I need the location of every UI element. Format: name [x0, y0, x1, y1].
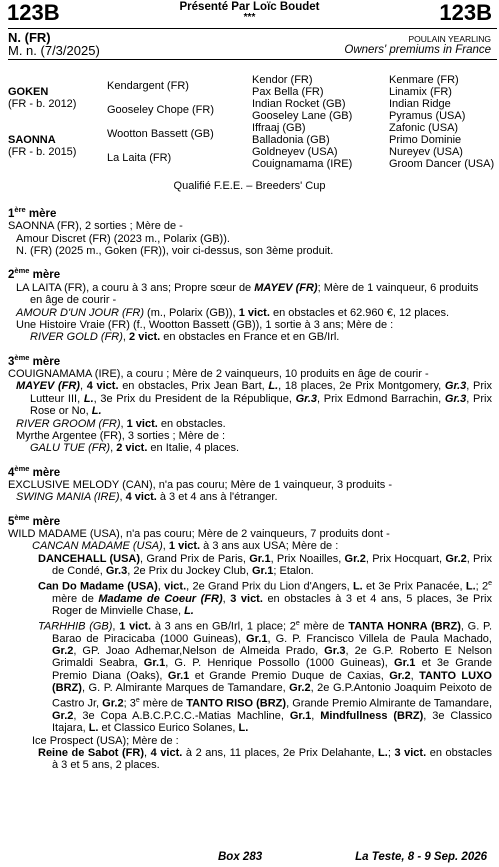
- produce-line: CANCAN MADAME (USA), 1 vict. à 3 ans aux USA; Mère de :: [32, 540, 339, 553]
- produce-line: SWING MANIA (IRE), 4 vict. à 3 et 4 ans à l'étranger.: [16, 491, 278, 504]
- pedigree-gen3: Pax Bella (FR): [252, 86, 324, 98]
- sale-location-date: La Teste, 8 - 9 Sep. 2026: [355, 851, 487, 863]
- pedigree-gen3: Kendor (FR): [252, 74, 313, 86]
- lot-number-left: 123B: [7, 0, 60, 25]
- produce-line: Can Do Madame (USA), vict., 2e Grand Prix du Lion d'Angers, L. et 3e Prix Panacée, L.; 2e mère de Madame de Coeur (FR), 3 vict. en obstacles à 3 et 4 ans, 5 places, 3e Prix Roger de Minvielle Chase, L.: [38, 579, 492, 618]
- horse-sex-birth: M. n. (7/3/2025): [8, 43, 100, 58]
- pedigree-gen3: Goldneyev (USA): [252, 146, 338, 158]
- pedigree-gen3: Balladonia (GB): [252, 134, 330, 146]
- produce-line: N. (FR) (2025 m., Goken (FR)), voir ci-dessus, son 3ème produit.: [16, 245, 334, 258]
- pedigree-gen2: Kendargent (FR): [107, 80, 189, 92]
- dam-info: (FR - b. 2015): [8, 146, 77, 158]
- sire-name: GOKEN: [8, 86, 49, 98]
- pedigree-gen3: Indian Rocket (GB): [252, 98, 346, 110]
- second-dam-paragraph: LA LAITA (FR), a couru à 3 ans; Propre sœur de MAYEV (FR); Mère de 1 vainqueur, 6 produits en âge de courir -: [16, 281, 479, 307]
- lot-number-right: 123B: [439, 0, 492, 25]
- presenter-stars: ***: [243, 12, 256, 23]
- produce-line: RIVER GROOM (FR), 1 vict. en obstacles.: [16, 417, 226, 430]
- produce-line: Ice Prospect (USA); Mère de :: [32, 734, 179, 747]
- pedigree-gen4: Nureyev (USA): [389, 146, 463, 158]
- pedigree-gen3: Gooseley Lane (GB): [252, 110, 353, 122]
- header-rule-top: [8, 28, 497, 29]
- third-dam-paragraph: COUIGNAMAMA (IRE), a couru ; Mère de 2 vainqueurs, 10 produits en âge de courir -: [8, 367, 429, 380]
- produce-line: Une Histoire Vraie (FR) (f., Wootton Bassett (GB)), 1 sortie à 3 ans; Mère de :: [16, 318, 394, 331]
- pedigree-gen2: Wootton Bassett (GB): [107, 128, 214, 140]
- produce-line: Amour Discret (FR) (2023 m., Polarix (GB)).: [16, 232, 230, 245]
- produce-line: Reine de Sabot (FR), 4 vict. à 2 ans, 11 places, 2e Prix Delahante, L.; 3 vict. en obstacles à 3 et 5 ans, 2 places.: [38, 746, 492, 772]
- horse-name: N. (FR): [8, 30, 51, 45]
- catalogue-body: [8, 204, 492, 772]
- pedigree-gen4: Linamix (FR): [389, 86, 452, 98]
- owners-premiums: Owners' premiums in France: [344, 44, 491, 56]
- presenter: Présenté Par Loïc Boudet: [179, 1, 320, 13]
- dam-name: SAONNA: [8, 134, 56, 146]
- fourth-dam-paragraph: EXCLUSIVE MELODY (CAN), n'a pas couru; Mère de 1 vainqueur, 3 produits -: [8, 479, 393, 492]
- pedigree-gen3: Couignamama (IRE): [252, 158, 353, 170]
- produce-line: TARHHIB (GB), 1 vict. à 3 ans en GB/Irl, 1 place; 2e mère de TANTA HONRA (BRZ), G. P. Barao de Piracicaba (1000 Guineas), Gr.1, G. P. Francisco Villela de Paula Machado, Gr.2, GP. Joao Adhemar,Nelson de Almeida Prado, Gr.3, 2e G.P. Roberto E Nelson Grimaldi Seabra, Gr.1, G. P. Henrique Possollo (1000 Guineas), Gr.1 et 3e Grande Premio Diana (Oaks), Gr.1 et Grande Premio Duque de Caxias, Gr.2, TANTO LUXO (BRZ), G. P. Almirante Marques de Tamandare, Gr.2, 2e G.P.Antonio Joaquim Peixoto de Castro Jr, Gr.2; 3e mère de TANTO RISO (BRZ), Grande Premio Almirante de Tamandare, Gr.2, 3e Copa A.B.C.P.C.C.-Matias Machline, Gr.1, Mindfullness (BRZ), 3e Classico Itajara, L. et Classico Eurico Solanes, L.: [38, 619, 492, 735]
- horse-category: POULAIN YEARLING: [408, 34, 491, 44]
- produce-line: DANCEHALL (USA), Grand Prix de Paris, Gr.1, Prix Noailles, Gr.2, Prix Hocquart, Gr.2, Prix de Condé, Gr.3, 2e Prix du Jockey Club, Gr.1; Etalon.: [38, 552, 492, 578]
- section-heading-1: 1ère mère: [8, 205, 57, 220]
- qualification: Qualifié F.E.E. – Breeders' Cup: [173, 180, 326, 192]
- pedigree-gen4: Groom Dancer (USA): [389, 158, 495, 170]
- section-heading-4: 4ème mère: [8, 463, 61, 479]
- pedigree-gen4: Primo Dominie: [389, 134, 462, 146]
- pedigree-gen4: Zafonic (USA): [389, 122, 459, 134]
- fifth-dam-paragraph: WILD MADAME (USA), n'a pas couru; Mère de 2 vainqueurs, 7 produits dont -: [8, 528, 390, 541]
- dam-paragraph: SAONNA (FR), 2 sorties ; Mère de -: [8, 220, 183, 233]
- pedigree-gen4: Indian Ridge: [389, 98, 451, 110]
- box-number: Box 283: [218, 851, 263, 863]
- header-rule-bottom: [8, 59, 497, 60]
- produce-line: MAYEV (FR), 4 vict. en obstacles, Prix Jean Bart, L., 18 places, 2e Prix Montgomery, Gr.3, Prix Lutteur III, L., 3e Prix du President de la République, Gr.3, Prix Edmond Barrachin, Gr.3, Prix Rose or No, L.: [16, 380, 492, 418]
- section-heading-3: 3ème mère: [8, 352, 61, 368]
- pedigree-gen2: La Laita (FR): [107, 152, 172, 164]
- pedigree-gen4: Kenmare (FR): [389, 74, 459, 86]
- produce-line: Myrthe Argentee (FR), 3 sorties ; Mère de :: [16, 429, 226, 442]
- pedigree-gen2: Gooseley Chope (FR): [107, 104, 214, 116]
- section-heading-5: 5ème mère: [8, 512, 61, 528]
- pedigree-gen3: Iffraaj (GB): [252, 122, 306, 134]
- sire-info: (FR - b. 2012): [8, 98, 77, 110]
- produce-line: RIVER GOLD (FR), 2 vict. en obstacles en France et en GB/Irl.: [30, 331, 340, 344]
- produce-line: AMOUR D'UN JOUR (FR) (m., Polarix (GB)), 1 vict. en obstacles et 62.960 €, 12 places.: [16, 306, 450, 319]
- pedigree-gen4: Pyramus (USA): [389, 110, 466, 122]
- produce-line: GALU TUE (FR), 2 vict. en Italie, 4 places.: [30, 442, 240, 455]
- section-heading-2: 2ème mère: [8, 266, 61, 282]
